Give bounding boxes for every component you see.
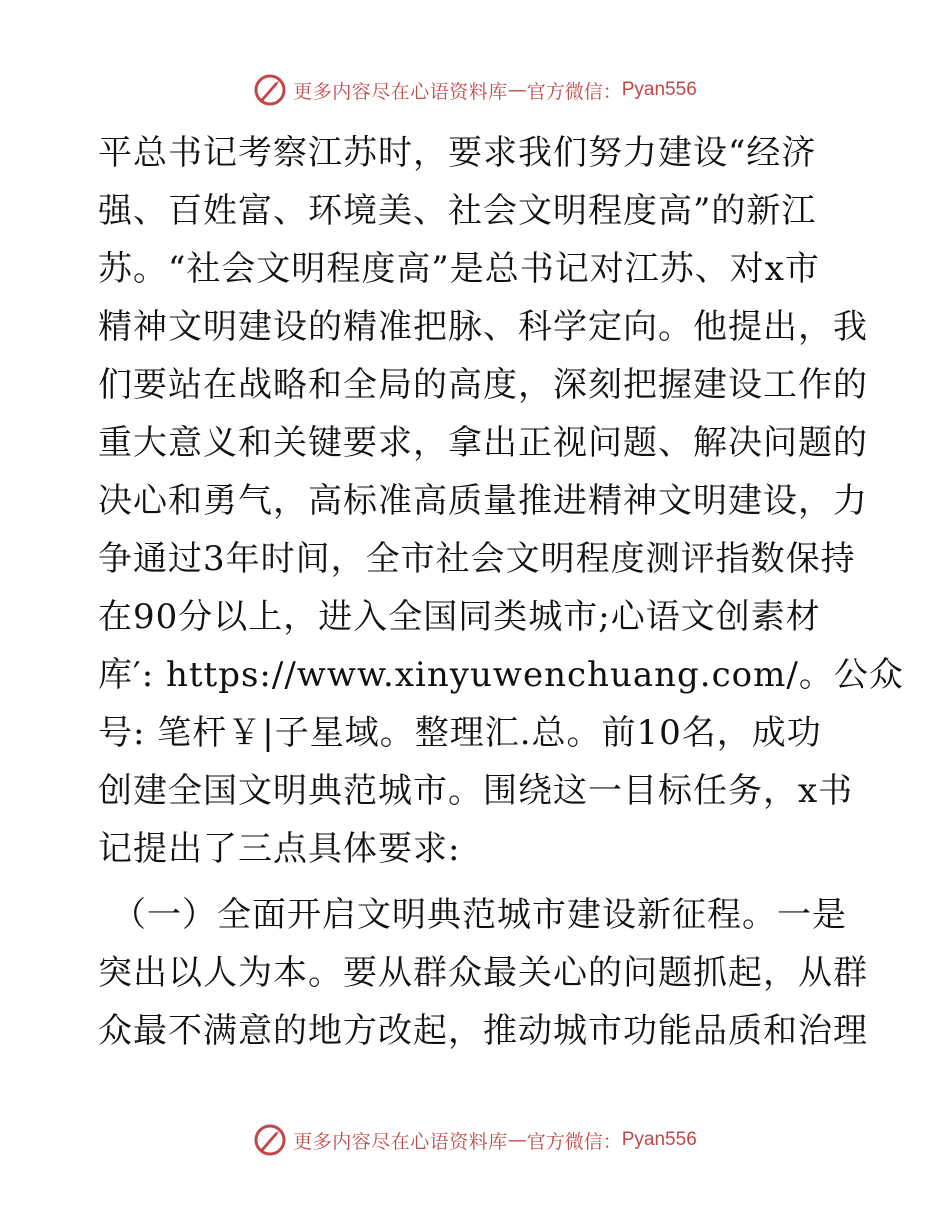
quill-pen-circle-icon — [253, 73, 287, 107]
text-line: 苏。“社会文明程度高”是总书记对江苏、对x市 — [98, 249, 820, 289]
text-line: 突出以人为本。要从群众最关心的问题抓起，从群 — [98, 953, 868, 993]
banner-wechat-label: 官方微信： — [526, 1130, 622, 1153]
banner-separator: — — [507, 79, 527, 101]
paragraph-2 — [98, 886, 868, 1060]
text-line: 决心和勇气，高标准高质量推进精神文明建设，力 — [98, 481, 868, 521]
text-line: 平总书记考察江苏时，要求我们努力建设“经济 — [98, 133, 817, 173]
quill-pen-circle-icon — [253, 1123, 287, 1157]
text-line: 创建全国文明典范城市。围绕这一目标任务，x书 — [98, 771, 854, 811]
text-line: 们要站在战略和全局的高度，深刻把握建设工作的 — [98, 365, 868, 405]
text-line: 争通过3年时间，全市社会文明程度测评指数保持 — [98, 539, 856, 579]
banner-title: 更多内容尽在心语资料库 — [293, 80, 508, 103]
banner-wechat-label: 官方微信： — [526, 80, 622, 103]
document-body — [98, 124, 904, 1060]
text-line: 众最不满意的地方改起，推动城市功能品质和治理 — [98, 1011, 868, 1051]
text-line: （一）全面开启文明典范城市建设新征程。一是 — [112, 895, 847, 935]
banner-wechat-id: Pyan556 — [621, 1129, 697, 1150]
text-line: 在90分以上，进入全国同类城市;心语文创素材 — [98, 597, 821, 637]
text-line: 记提出了三点具体要求: — [98, 829, 461, 869]
banner-wechat-id: Pyan556 — [621, 79, 697, 100]
footer-banner — [0, 1120, 950, 1160]
paragraph-1 — [98, 124, 904, 878]
paragraph-gap — [98, 878, 858, 886]
text-line: 库′: https://www.xinyuwenchuang.com/。公众 — [98, 655, 904, 695]
banner-separator: — — [507, 1129, 527, 1151]
text-line: 重大意义和关键要求，拿出正视问题、解决问题的 — [98, 423, 868, 463]
banner-title: 更多内容尽在心语资料库 — [293, 1130, 508, 1153]
text-line: 强、百姓富、环境美、社会文明程度高”的新江 — [98, 191, 817, 231]
header-banner — [0, 70, 950, 110]
text-line: 精神文明建设的精准把脉、科学定向。他提出，我 — [98, 307, 868, 347]
text-line: 号: 笔杆￥|子星域。整理汇.总。前10名，成功 — [98, 713, 822, 753]
